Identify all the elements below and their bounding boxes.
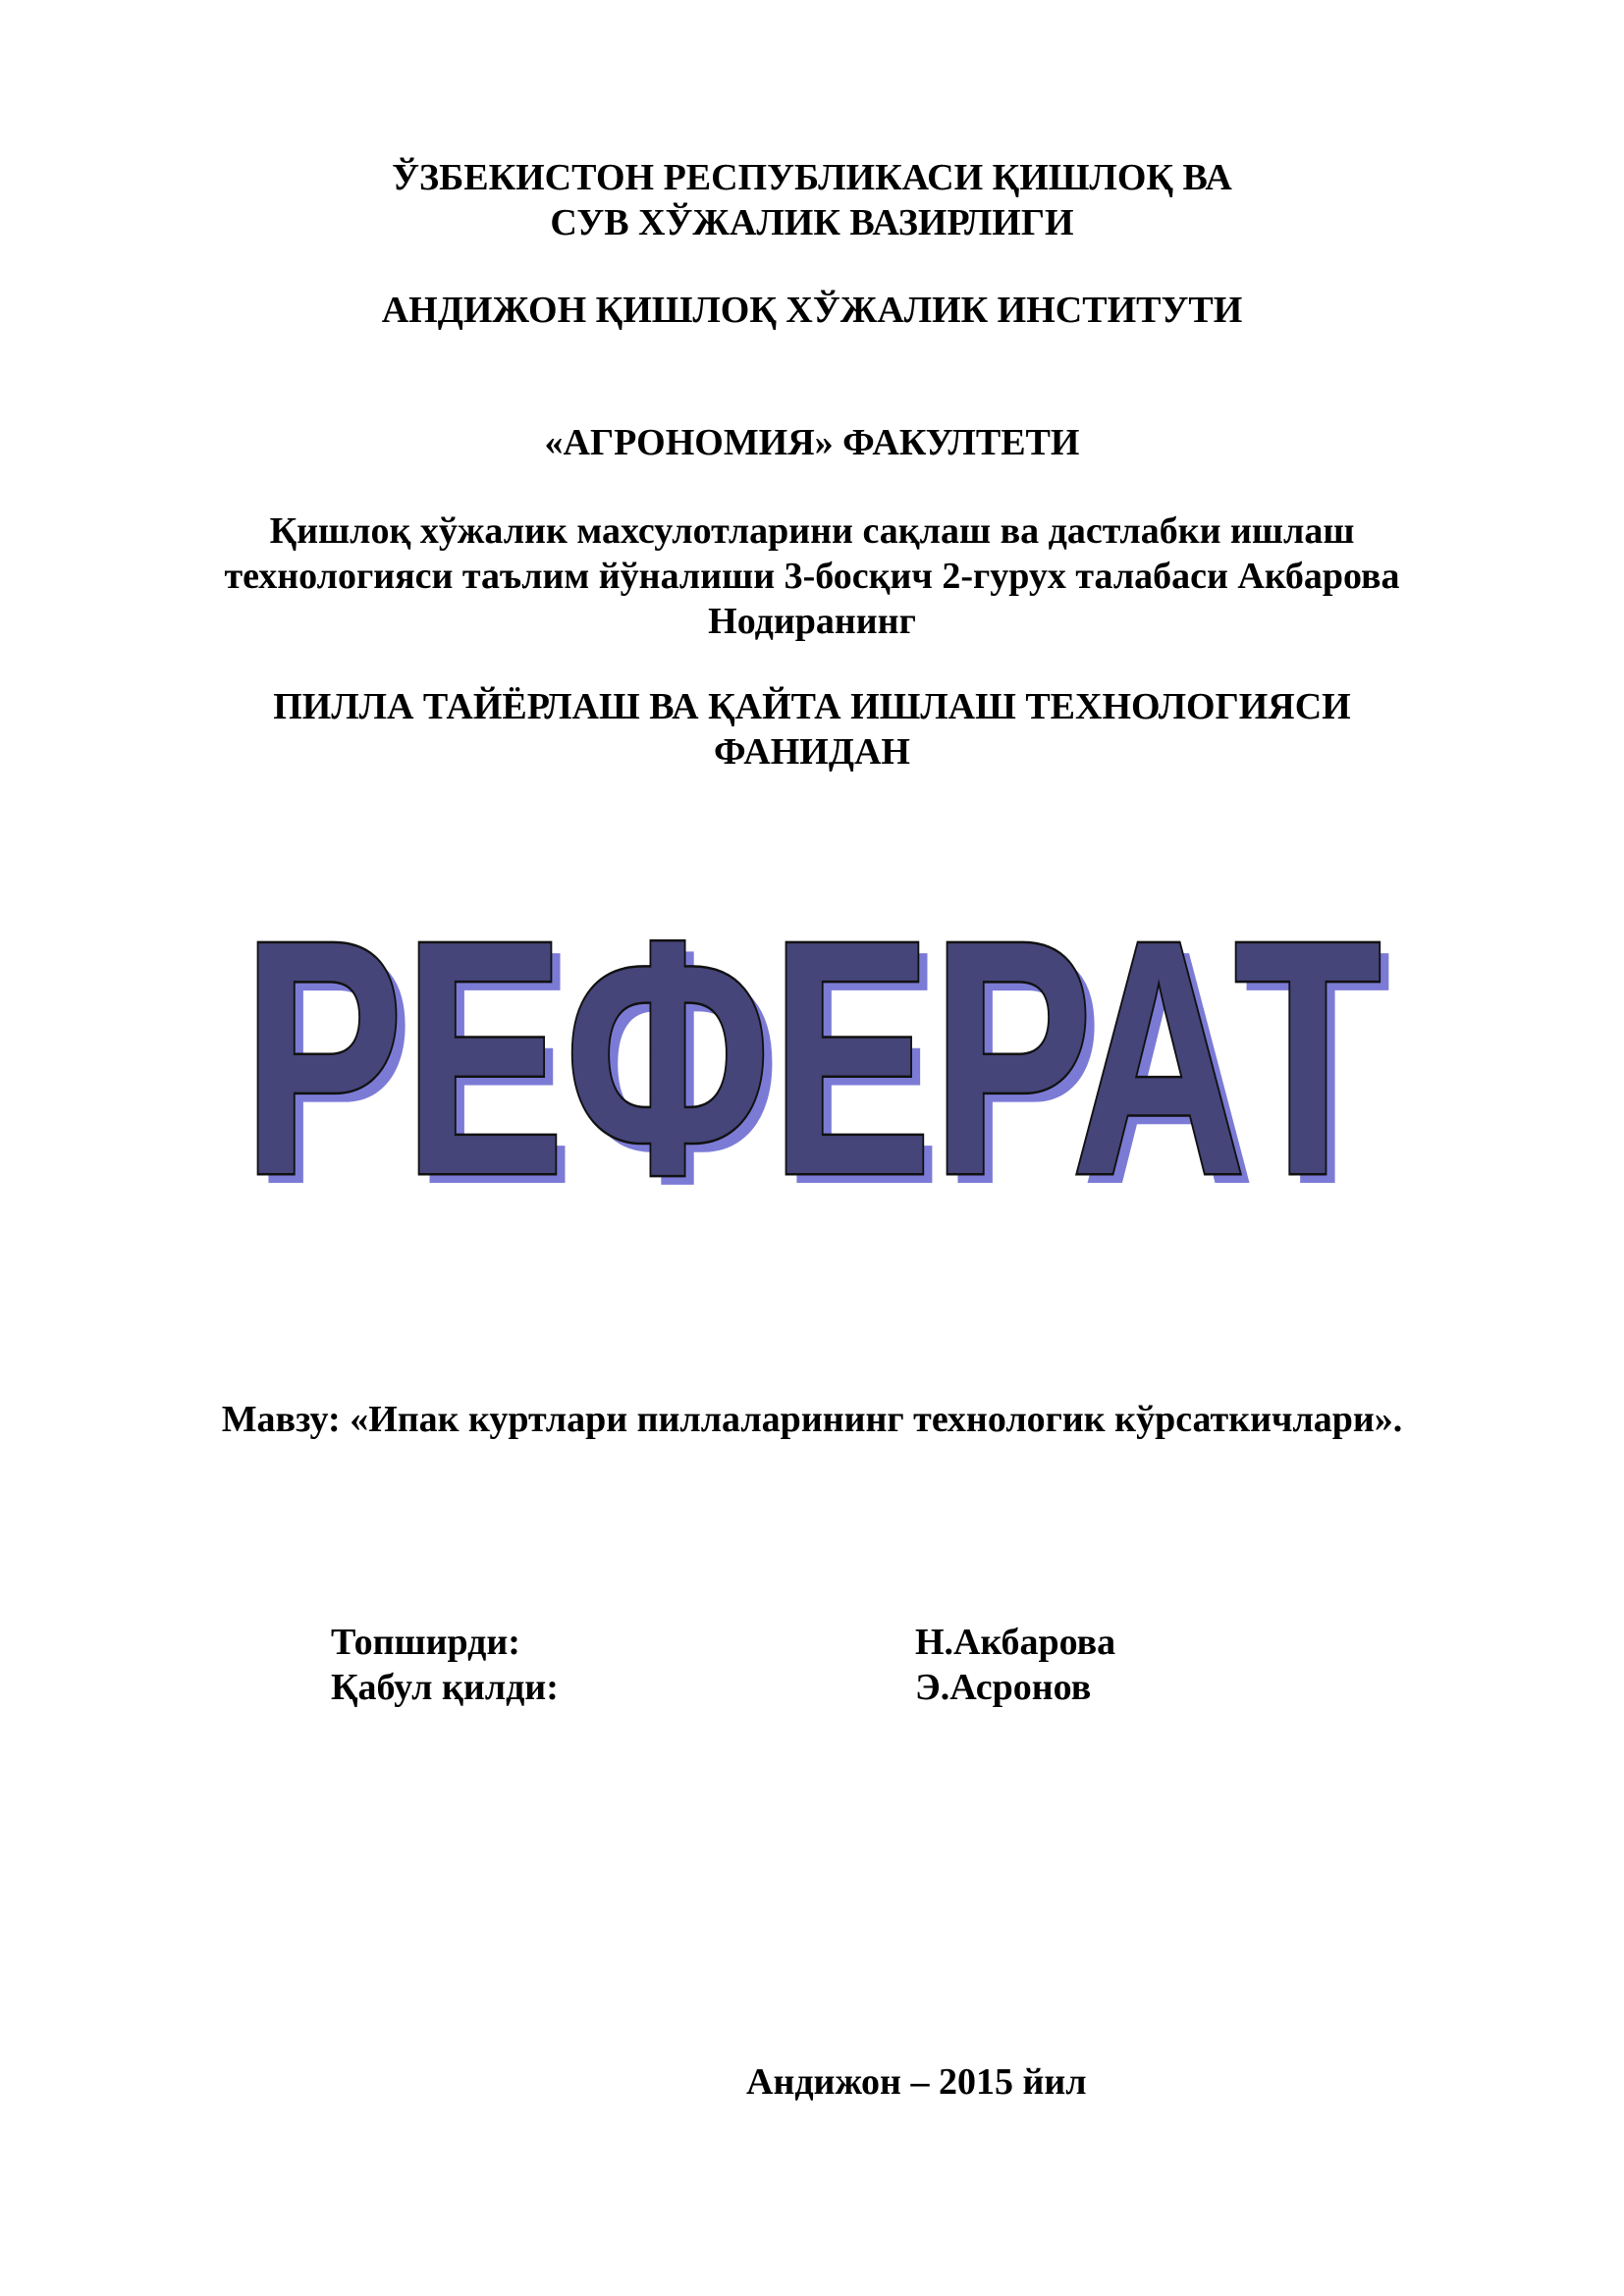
accepted-label: Қабул қилди:: [331, 1667, 559, 1708]
title-shadow: РЕФЕРАТ: [252, 881, 1391, 1198]
ministry-line-1: ЎЗБЕКИСТОН РЕСПУБЛИКАСИ ҚИШЛОҚ ВА: [392, 157, 1232, 198]
submitted-label: Топширди:: [331, 1622, 520, 1663]
student-info-line-2: технологияси таълим йўналиши 3-босқич 2-гурух талабаси Акбарова: [224, 556, 1400, 597]
student-info-line-1: Қишлоқ хўжалик махсулотларини сақлаш ва дастлабки ишлаш: [269, 510, 1355, 552]
subject-line-1: ПИЛЛА ТАЙЁРЛАШ ВА ҚАЙТА ИШЛАШ ТЕХНОЛОГИЯСИ: [273, 686, 1351, 727]
faculty-name: «АГРОНОМИЯ» ФАКУЛТЕТИ: [544, 422, 1080, 463]
city-year: Андижон – 2015 йил: [746, 2061, 1087, 2103]
title-text: РЕФЕРАТ: [243, 872, 1381, 1198]
student-info-line-3: Нодиранинг: [708, 601, 916, 642]
document-type-title: [0, 864, 1624, 1198]
ministry-line-2: СУВ ХЎЖАЛИК ВАЗИРЛИГИ: [550, 202, 1074, 243]
submitted-name: Н.Акбарова: [915, 1622, 1116, 1663]
subject-line-2: ФАНИДАН: [714, 731, 910, 773]
accepted-name: Э.Асронов: [915, 1667, 1092, 1708]
institute-name: АНДИЖОН ҚИШЛОҚ ХЎЖАЛИК ИНСТИТУТИ: [381, 290, 1243, 331]
topic: Мавзу: «Ипак куртлари пиллаларининг технологик кўрсаткичлари».: [221, 1399, 1403, 1440]
